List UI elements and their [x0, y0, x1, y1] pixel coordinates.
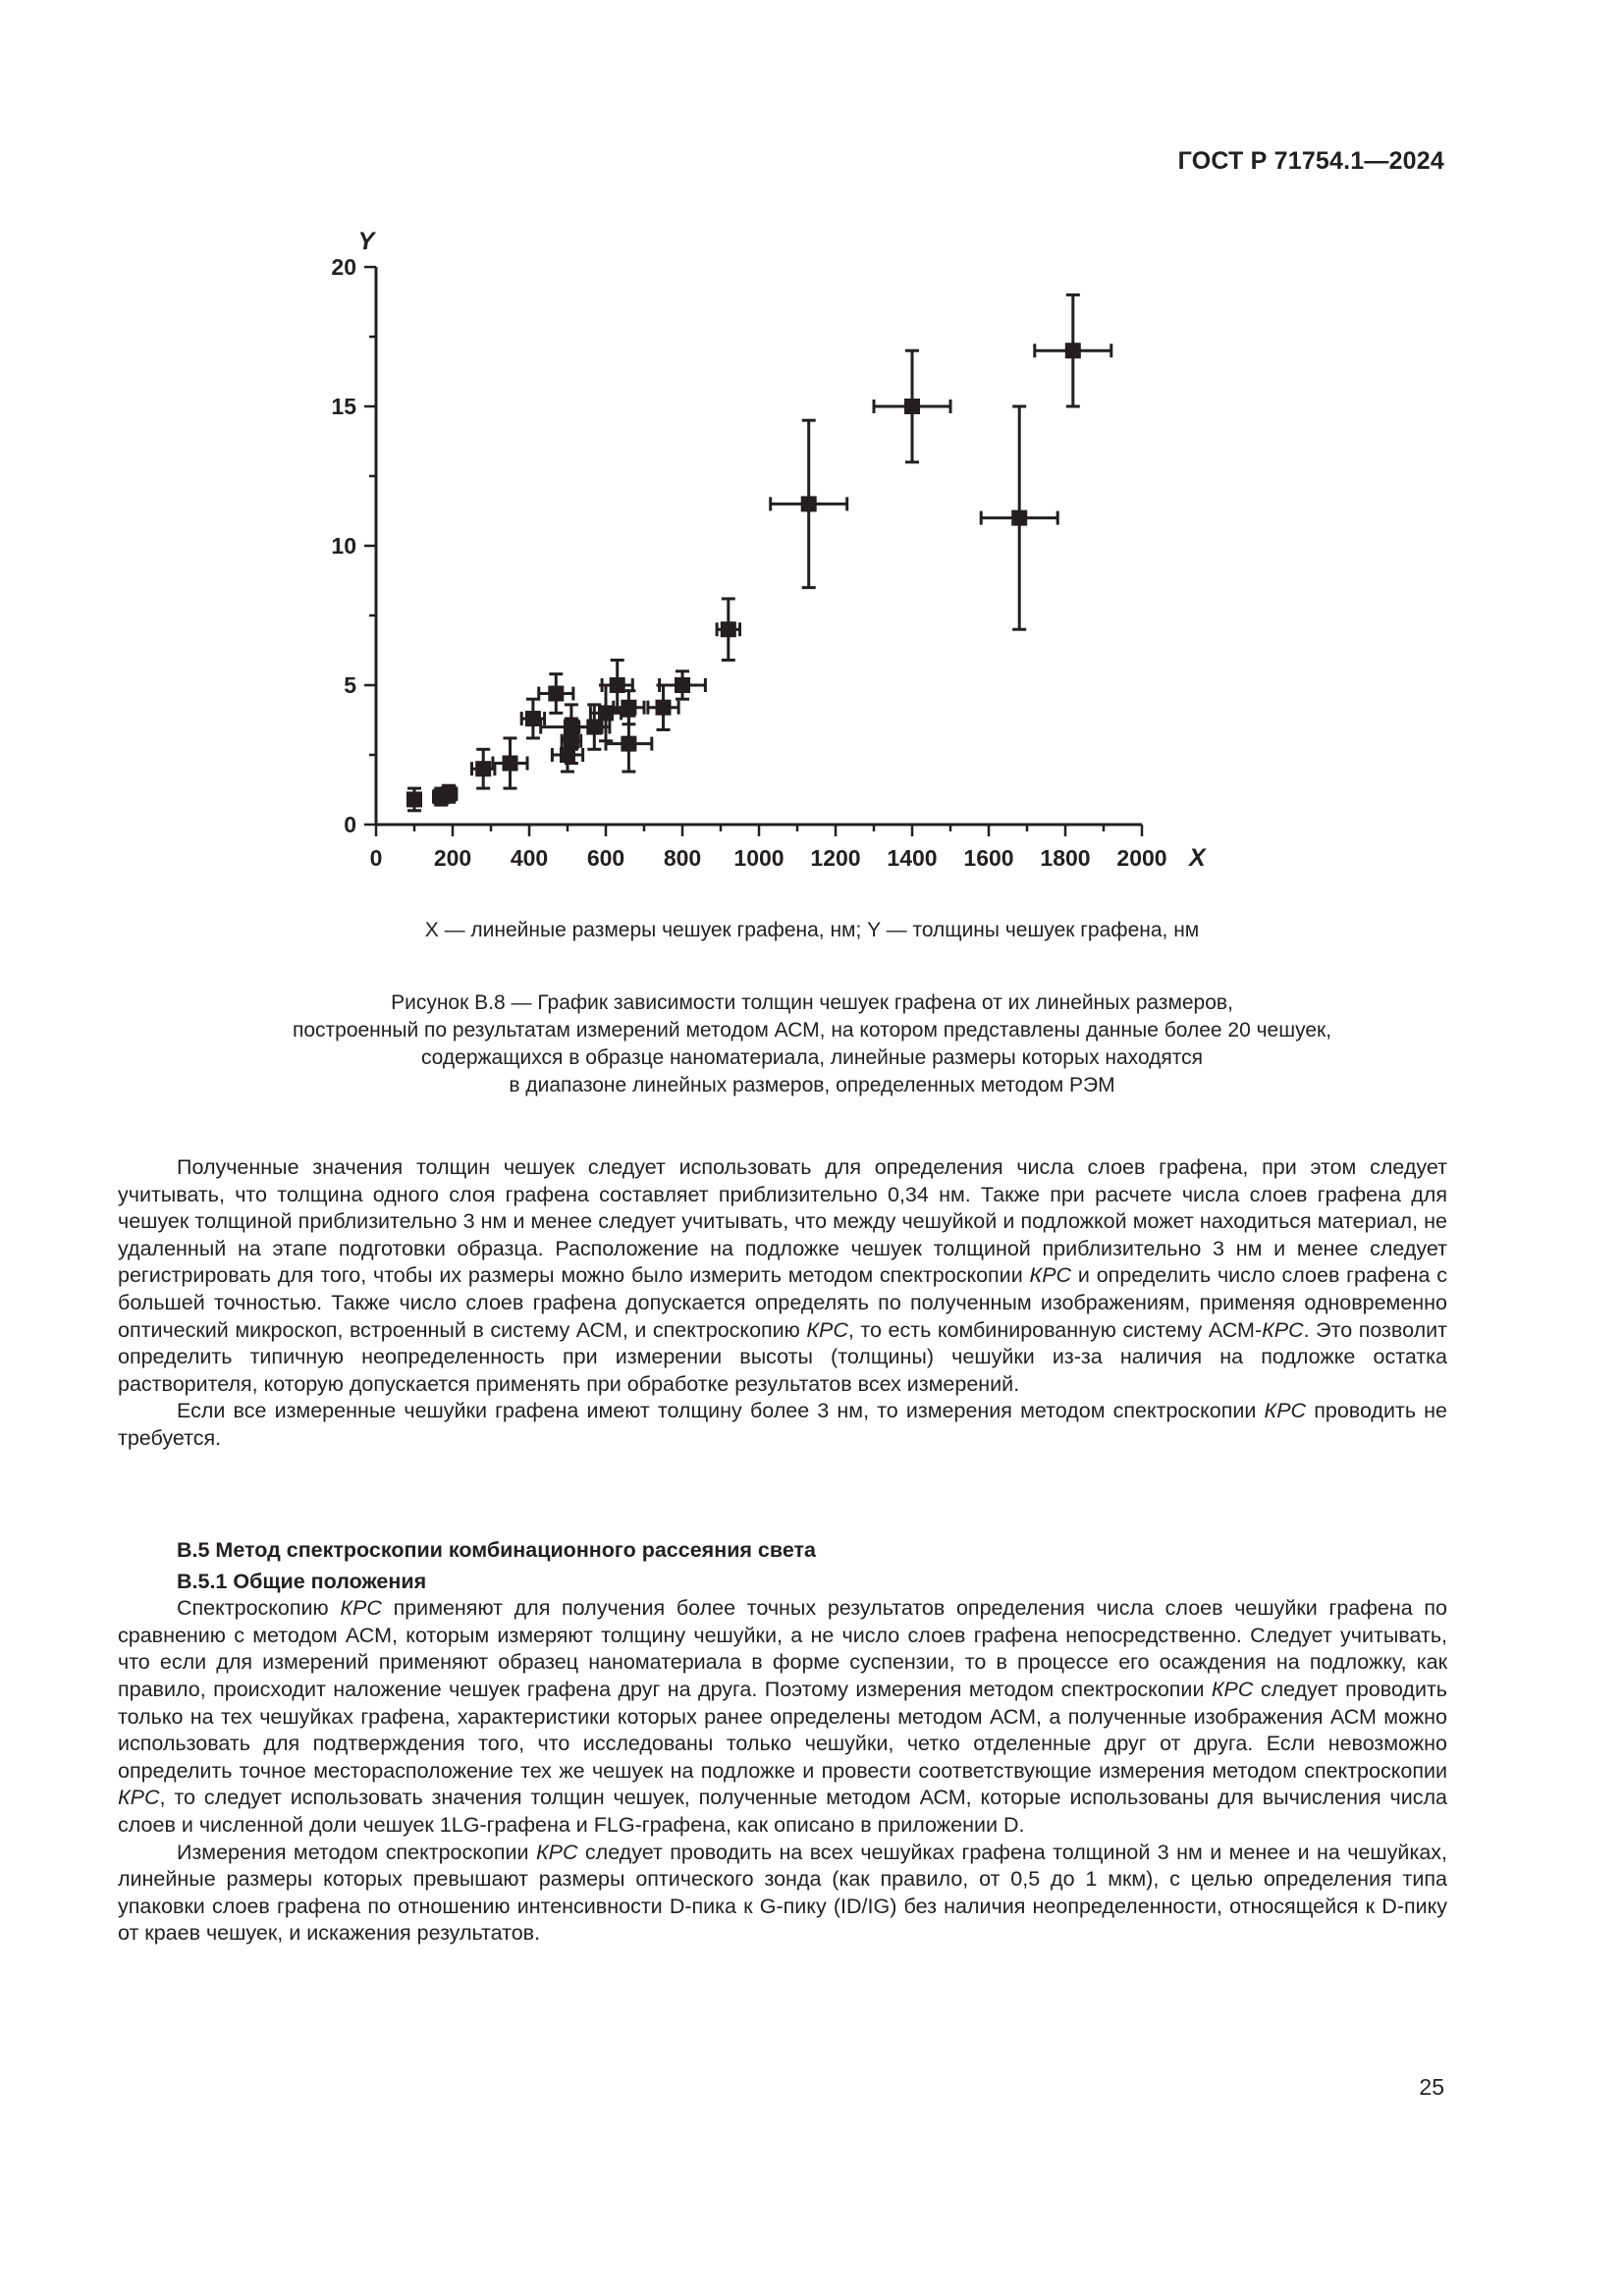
text-run: следует проводить только на тех чешуйках графена, характеристики которых ранее определены методом АСМ, а полученные изображения АСМ можно использовать для подтверждения того, что исследованы только чешуйки, четко отделенные друг от друга. Если невозможно определить точное месторасположение тех же чешуек на подложке и провести соответствующие измерения методом спектроскопии	[118, 1677, 1447, 1783]
data-point-square	[475, 761, 491, 776]
text-run: Если все измеренные чешуйки графена имеют толщину более 3 нм, то измерения методом спектроскопии	[177, 1399, 1265, 1423]
data-point-square	[675, 677, 690, 693]
paragraph-raman-general	[118, 1595, 1447, 1839]
y-tick-label: 5	[344, 672, 356, 698]
x-axis-label: X	[1189, 844, 1206, 872]
text-run: Полученные значения толщин чешуек следует использовать для определения числа слоев графена, при этом следует учитывать, что толщина одного слоя графена составляет приблизительно 0,34 нм. Также при расчете числа слоев графена для чешуек толщиной приблизительно 3 нм и менее следует учитывать, что между чешуйкой и подложкой может находиться материал, не удаленный на этапе подготовки образца. Расположение на подложке чешуек толщиной приблизительно 3 нм и менее следует регистрировать для того, чтобы их размеры можно было измерить методом спектроскопии	[118, 1155, 1447, 1288]
x-tick-label: 1600	[963, 845, 1014, 871]
text-run: следует проводить на всех чешуйках графена толщиной 3 нм и менее и на чешуйках, линейные размеры которых превышают размеры оптического зонда (как правило, от 0,5 до 1 мкм), с целью определения типа упаковки слоев графена по отношению интенсивности D-пика к G-пику (ID/IG) без наличия неопределенности, относящейся к D-пику от краев чешуек, и искажения результатов.	[118, 1840, 1447, 1946]
x-tick-label: 1400	[887, 845, 938, 871]
y-tick-label: 10	[331, 533, 356, 559]
text-run: применяют для получения более точных результатов определения числа слоев чешуйки графена по сравнению с методом АСМ, которым измеряют толщину чешуйки, а не число слоев графена непосредственно. Следует учитывать, что если для измерений применяют образец наноматериала в форме суспензии, то в процессе его осаждения на подложку, как правило, происходит наложение чешуек графена друг на друга. Поэтому измерения методом спектроскопии	[118, 1596, 1447, 1701]
figure-caption	[0, 989, 1624, 1099]
text-run: . Это позволит определить типичную неопределенность при измерении высоты (толщины) чешуйки из-за наличия на подложке остатка растворителя, которую допускается применять при обработке результатов всех измерений.	[118, 1317, 1447, 1396]
paragraph-thickness-usage	[118, 1154, 1447, 1398]
text-run: Измерения методом спектроскопии	[177, 1840, 536, 1864]
x-tick-label: 1200	[810, 845, 861, 871]
text-run: Спектроскопию	[177, 1596, 341, 1621]
x-tick-label: 200	[433, 845, 472, 871]
x-tick-label: 800	[663, 845, 702, 871]
text-run-italic: КРС	[1262, 1317, 1304, 1342]
data-point-square	[586, 720, 602, 735]
section-heading-b51: В.5.1 Общие положения	[177, 1569, 427, 1593]
text-run-italic: КРС	[1029, 1263, 1072, 1288]
text-run-italic: КРС	[1264, 1399, 1307, 1423]
data-point-square	[904, 399, 920, 414]
figure-axis-legend: X — линейные размеры чешуек графена, нм; Y — толщины чешуек графена, нм	[424, 919, 1200, 941]
page-number: 25	[1419, 2074, 1444, 2100]
text-run-italic: КРС	[806, 1317, 848, 1342]
caption-line: содержащихся в образце наноматериала, линейные размеры которых находятся	[420, 1046, 1204, 1069]
text-run-italic: КРС	[340, 1596, 382, 1621]
paragraph-over-3nm	[118, 1398, 1447, 1452]
paragraph-raman-measurements	[118, 1840, 1447, 1948]
y-tick-label: 15	[331, 394, 356, 419]
caption-line: Рисунок В.8 — График зависимости толщин чешуек графена от их линейных размеров,	[391, 991, 1233, 1014]
text-run: проводить не требуется.	[118, 1399, 1448, 1450]
data-point-square	[621, 736, 636, 752]
section-heading-b5: В.5 Метод спектроскопии комбинационного рассеяния света	[177, 1538, 816, 1562]
body-text-block-2	[118, 1537, 1447, 1948]
data-point-square	[441, 786, 457, 802]
text-run-italic: КРС	[118, 1786, 160, 1810]
text-run: , то следует использовать значения толщин чешуек, полученные методом АСМ, которые использованы для вычисления числа слоев и численной доли чешуек 1LG-графена и FLG-графена, как описано в приложении D.	[118, 1786, 1447, 1837]
document-id-header: ГОСТ Р 71754.1—2024	[1177, 147, 1444, 175]
text-run: и определить число слоев графена с большей точностью. Также число слоев графена допускается определять по полученным изображениям, применяя одновременно оптический микроскоп, встроенный в систему АСМ, и спектроскопию	[118, 1263, 1447, 1342]
data-point-square	[525, 711, 541, 726]
x-tick-label: 600	[586, 845, 625, 871]
chart-canvas	[295, 216, 1237, 893]
text-run-italic: КРС	[535, 1840, 578, 1864]
data-point-square	[406, 791, 422, 807]
caption-line: в диапазоне линейных размеров, определенных методом РЭМ	[509, 1074, 1115, 1096]
y-tick-label: 0	[344, 812, 356, 837]
x-tick-label: 0	[369, 845, 383, 871]
x-tick-label: 2000	[1116, 845, 1167, 871]
x-tick-label: 400	[510, 845, 549, 871]
data-point-square	[1011, 510, 1027, 526]
data-point-square	[621, 700, 636, 716]
data-point-square	[564, 720, 579, 735]
data-point-square	[598, 705, 614, 721]
data-point-square	[503, 756, 518, 772]
y-axis-label: Y	[357, 228, 375, 255]
data-point-square	[721, 621, 736, 637]
x-tick-label: 1000	[733, 845, 785, 871]
data-point-square	[801, 496, 817, 511]
data-point-square	[548, 686, 564, 702]
scatter-chart	[295, 216, 1237, 893]
data-point-square	[656, 700, 672, 716]
y-tick-label: 20	[331, 254, 356, 280]
text-run-italic: КРС	[1211, 1677, 1254, 1701]
x-tick-label: 1800	[1040, 845, 1091, 871]
caption-line: построенный по результатам измерений методом АСМ, на котором представлены данные более 20 чешуек,	[292, 1019, 1332, 1041]
text-run: , то есть комбинированную систему АСМ-	[847, 1317, 1263, 1342]
body-text-block-1	[118, 1154, 1447, 1453]
data-point-square	[1065, 343, 1081, 358]
